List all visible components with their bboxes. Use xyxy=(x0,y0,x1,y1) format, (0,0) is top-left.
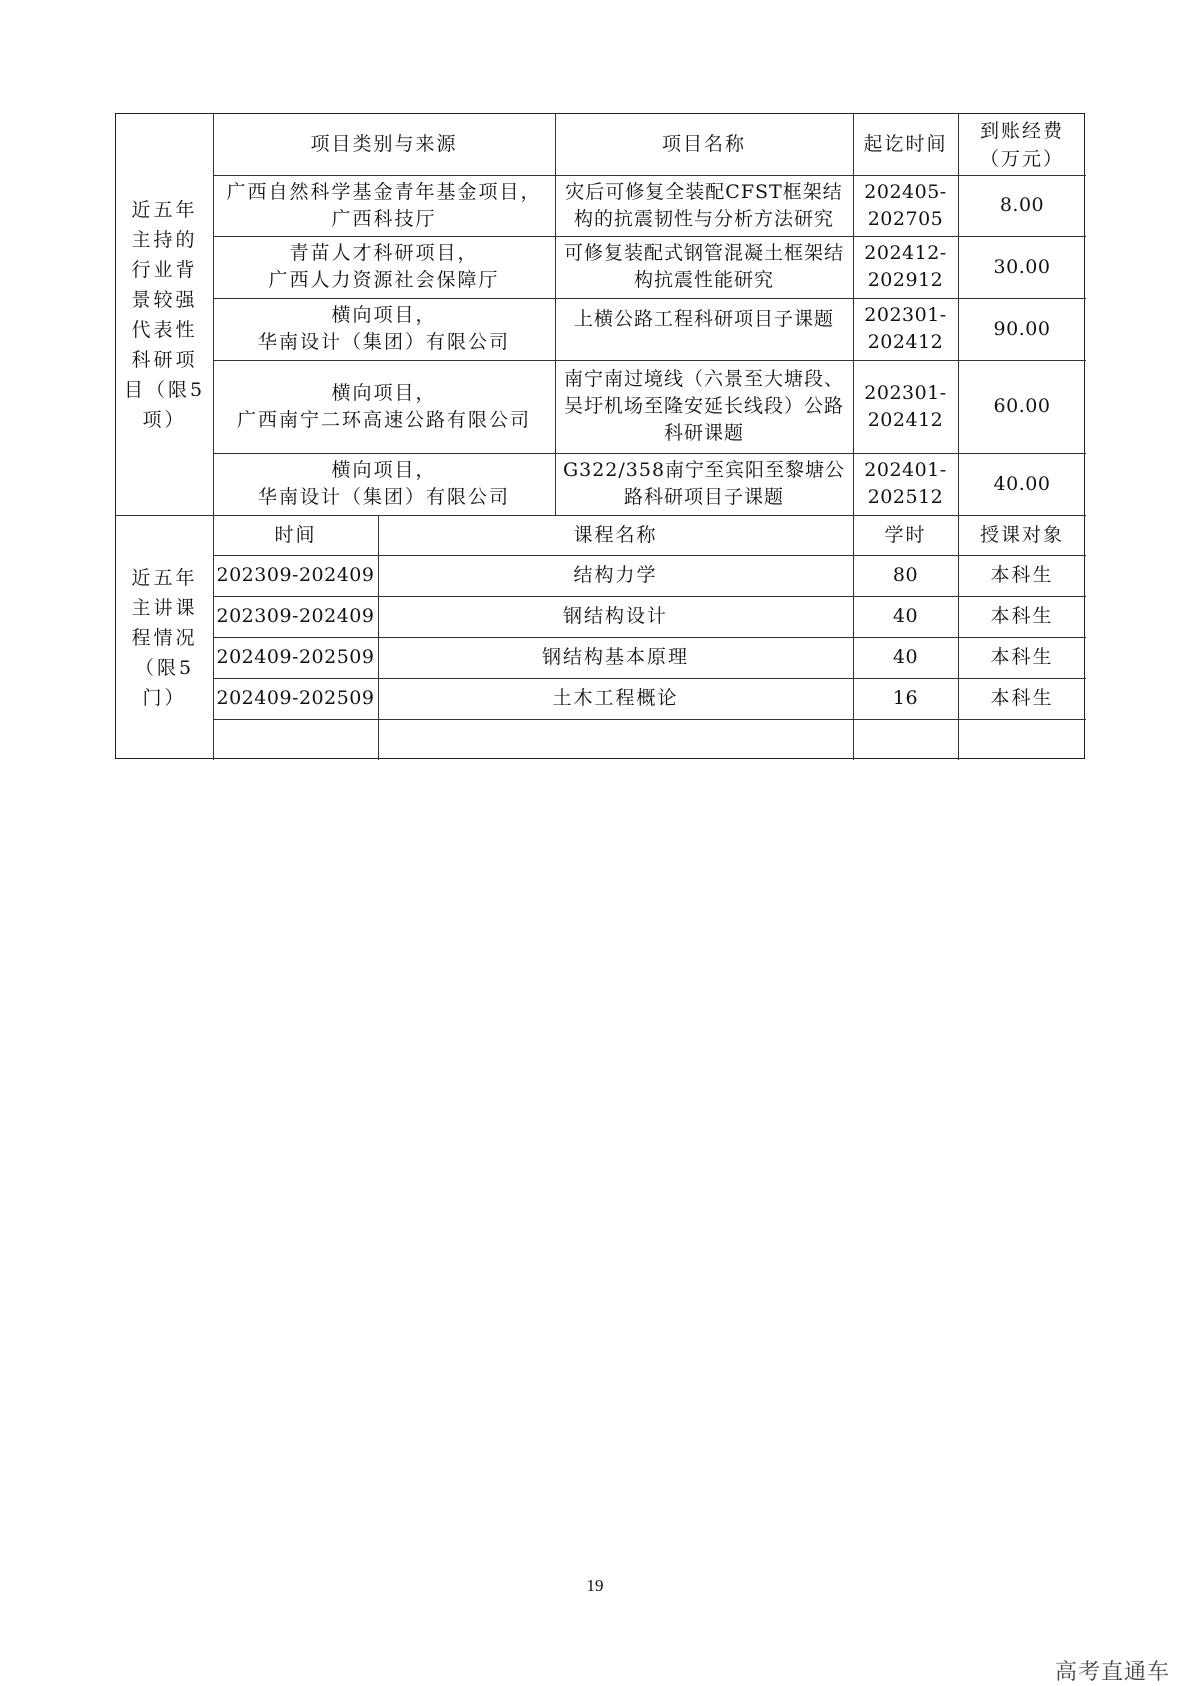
project-period: 202401- 202512 xyxy=(864,459,947,508)
project-name: 南宁南过境线（六景至大塘段、吴圩机场至隆安延长线段）公路科研课题 xyxy=(563,368,844,444)
course-time: 202409-202509 xyxy=(216,687,375,709)
project-funding: 90.00 xyxy=(993,317,1051,340)
project-name: 上横公路工程科研项目子课题 xyxy=(573,308,834,330)
course-time: 202409-202509 xyxy=(216,646,375,668)
course-hours: 80 xyxy=(892,564,919,586)
course-name: 结构力学 xyxy=(573,564,658,586)
header-course-time: 时间 xyxy=(274,523,317,546)
research-section-label: 近五年主持的行业背景较强代表性科研项目（限5项） xyxy=(123,198,206,431)
course-section-label: 近五年主讲课程情况（限5门） xyxy=(131,566,198,709)
course-audience xyxy=(958,719,1086,760)
watermark: 高考直通车 xyxy=(1054,1660,1170,1685)
course-audience: 本科生 xyxy=(990,605,1054,627)
course-time xyxy=(213,719,378,760)
project-source: 横向项目， 华南设计（集团）有限公司 xyxy=(257,459,510,508)
project-name: 灾后可修复全装配CFST框架结构的抗震韧性与分析方法研究 xyxy=(565,180,843,230)
course-audience: 本科生 xyxy=(990,564,1054,586)
course-hours: 40 xyxy=(892,646,919,668)
course-name xyxy=(378,719,853,760)
project-course-table xyxy=(115,113,1085,759)
project-funding: 30.00 xyxy=(993,255,1051,278)
project-period: 202405- 202705 xyxy=(864,180,947,230)
course-time: 202309-202409 xyxy=(216,564,375,586)
header-funding: 到账经费（万元） xyxy=(979,119,1064,170)
header-project-name: 项目名称 xyxy=(661,133,746,155)
project-period: 202301- 202412 xyxy=(864,381,947,431)
project-source: 横向项目， 华南设计（集团）有限公司 xyxy=(257,304,510,353)
page-number: 19 xyxy=(586,1576,604,1595)
header-course-name: 课程名称 xyxy=(573,523,658,546)
course-name: 钢结构设计 xyxy=(562,605,668,627)
course-hours: 16 xyxy=(892,687,919,709)
project-source: 横向项目， 广西南宁二环高速公路有限公司 xyxy=(236,381,531,431)
header-course-audience: 授课对象 xyxy=(979,523,1064,546)
course-hours xyxy=(853,719,958,760)
project-period: 202301- 202412 xyxy=(864,304,947,353)
course-name: 钢结构基本原理 xyxy=(541,646,689,668)
header-source: 项目类别与来源 xyxy=(310,133,458,155)
project-name: 可修复装配式钢管混凝土框架结构抗震性能研究 xyxy=(563,242,844,291)
course-audience: 本科生 xyxy=(990,687,1054,709)
course-time: 202309-202409 xyxy=(216,605,375,627)
project-funding: 40.00 xyxy=(993,472,1051,495)
project-source: 广西自然科学基金青年基金项目， 广西科技厅 xyxy=(226,180,542,230)
header-course-hours: 学时 xyxy=(884,523,927,546)
course-name: 土木工程概论 xyxy=(552,687,679,709)
course-audience: 本科生 xyxy=(990,646,1054,668)
project-funding: 8.00 xyxy=(999,194,1045,216)
project-funding: 60.00 xyxy=(993,395,1051,417)
project-name: G322/358南宁至宾阳至黎塘公路科研项目子课题 xyxy=(562,459,846,508)
header-period: 起讫时间 xyxy=(863,133,948,155)
course-hours: 40 xyxy=(892,605,919,627)
project-period: 202412- 202912 xyxy=(864,242,947,291)
project-source: 青苗人才科研项目， 广西人力资源社会保障厅 xyxy=(268,242,500,291)
